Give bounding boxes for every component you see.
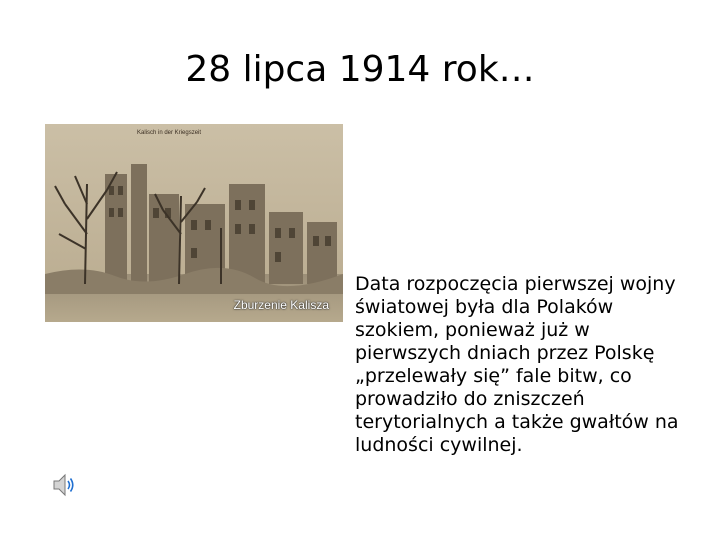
speaker-icon[interactable]	[52, 472, 76, 498]
image-caption: Zburzenie Kalisza	[233, 298, 329, 312]
ruins-illustration	[45, 124, 343, 322]
ruins-photo	[45, 124, 343, 322]
slide-title: 28 lipca 1914 rok…	[185, 49, 535, 90]
postcard-heading: Kalisch in der Kriegszeit	[137, 130, 202, 136]
speaker-icon-graphic	[52, 472, 76, 498]
body-paragraph: Data rozpoczęcia pierwszej wojny światowej była dla Polaków szokiem, ponieważ już w pierwszych dniach przez Polskę „przelewały się” fale bitw, co prowadziło do zniszczeń terytorialnych a także gwałtów na ludności cywilnej.	[355, 273, 679, 456]
